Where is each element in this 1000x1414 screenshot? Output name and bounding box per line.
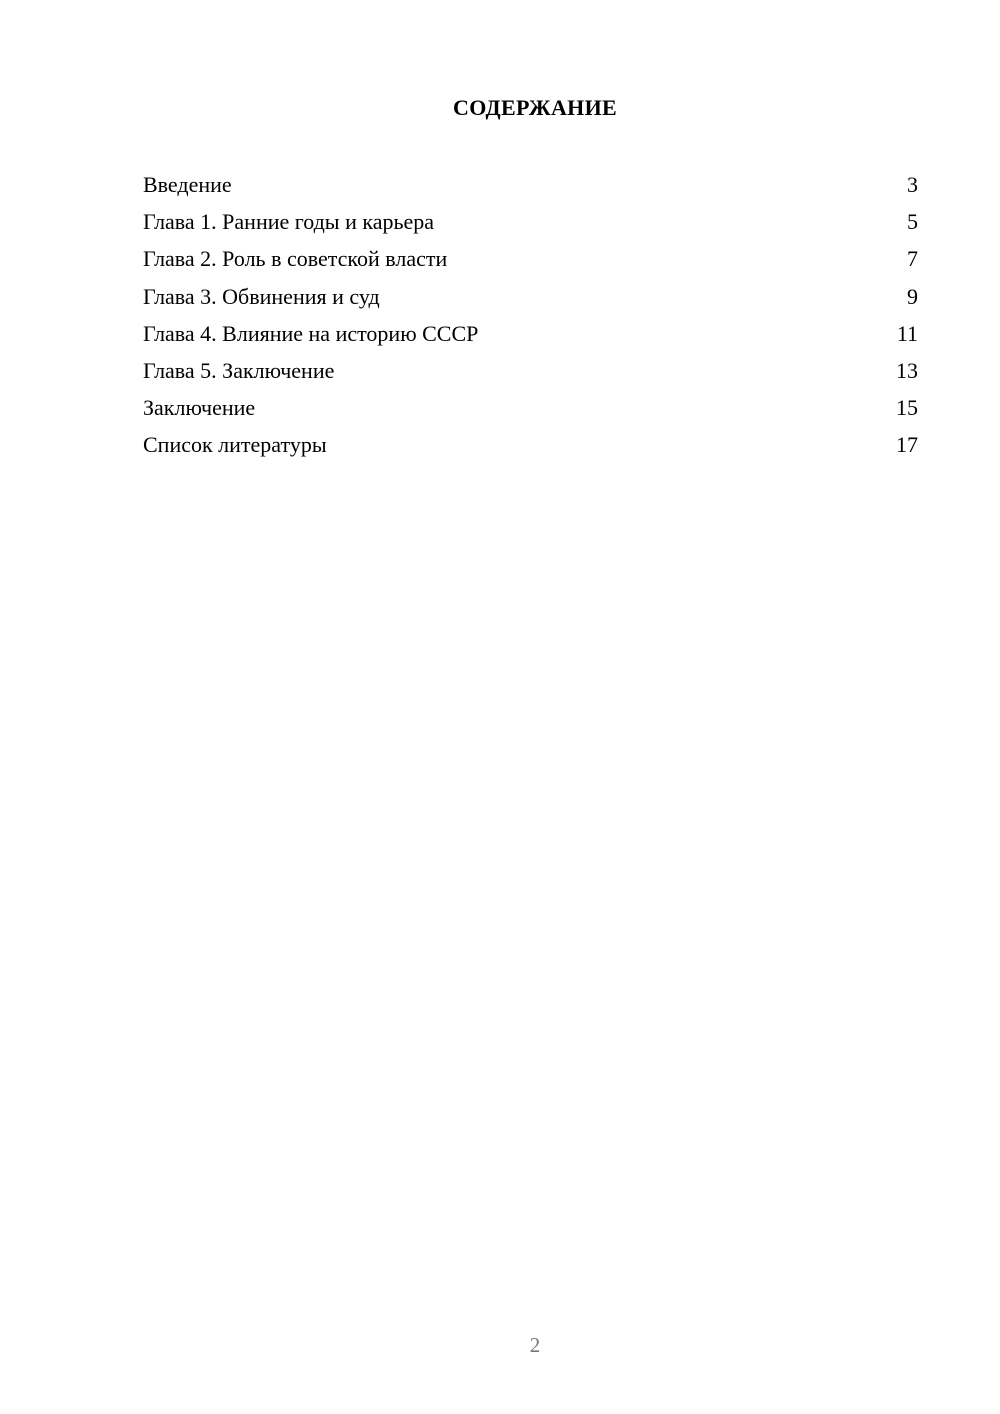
toc-entry-label: Глава 4. Влияние на историю СССР xyxy=(143,320,479,346)
toc-entry-references xyxy=(143,426,918,463)
toc-title: СОДЕРЖАНИЕ xyxy=(453,95,617,120)
toc-entry-label: Глава 2. Роль в советской власти xyxy=(143,246,448,272)
toc-entry-conclusion xyxy=(143,389,918,426)
toc-entry-page: 13 xyxy=(896,357,918,383)
table-of-contents xyxy=(143,166,918,464)
toc-entry-page: 17 xyxy=(896,432,918,458)
toc-entry-label: Глава 5. Заключение xyxy=(143,357,335,383)
toc-entry-page: 15 xyxy=(896,395,918,421)
toc-entry-label: Список литературы xyxy=(143,432,327,458)
toc-entry-page: 9 xyxy=(907,283,918,309)
toc-entry-page: 11 xyxy=(896,320,918,346)
toc-entry-introduction xyxy=(143,166,918,203)
toc-entry-chapter-1 xyxy=(143,203,918,240)
toc-entry-page: 7 xyxy=(907,246,918,272)
toc-entry-label: Глава 3. Обвинения и суд xyxy=(143,283,380,309)
toc-entry-chapter-2 xyxy=(143,240,918,277)
toc-entry-chapter-5 xyxy=(143,352,918,389)
page-number: 2 xyxy=(529,1333,541,1357)
toc-entry-label: Заключение xyxy=(143,395,256,421)
toc-entry-label: Глава 1. Ранние годы и карьера xyxy=(143,209,435,235)
toc-entry-chapter-4 xyxy=(143,315,918,352)
toc-entry-label: Введение xyxy=(143,172,232,197)
toc-entry-chapter-3 xyxy=(143,278,918,315)
toc-entry-page: 3 xyxy=(907,172,918,197)
toc-entry-page: 5 xyxy=(907,209,918,235)
